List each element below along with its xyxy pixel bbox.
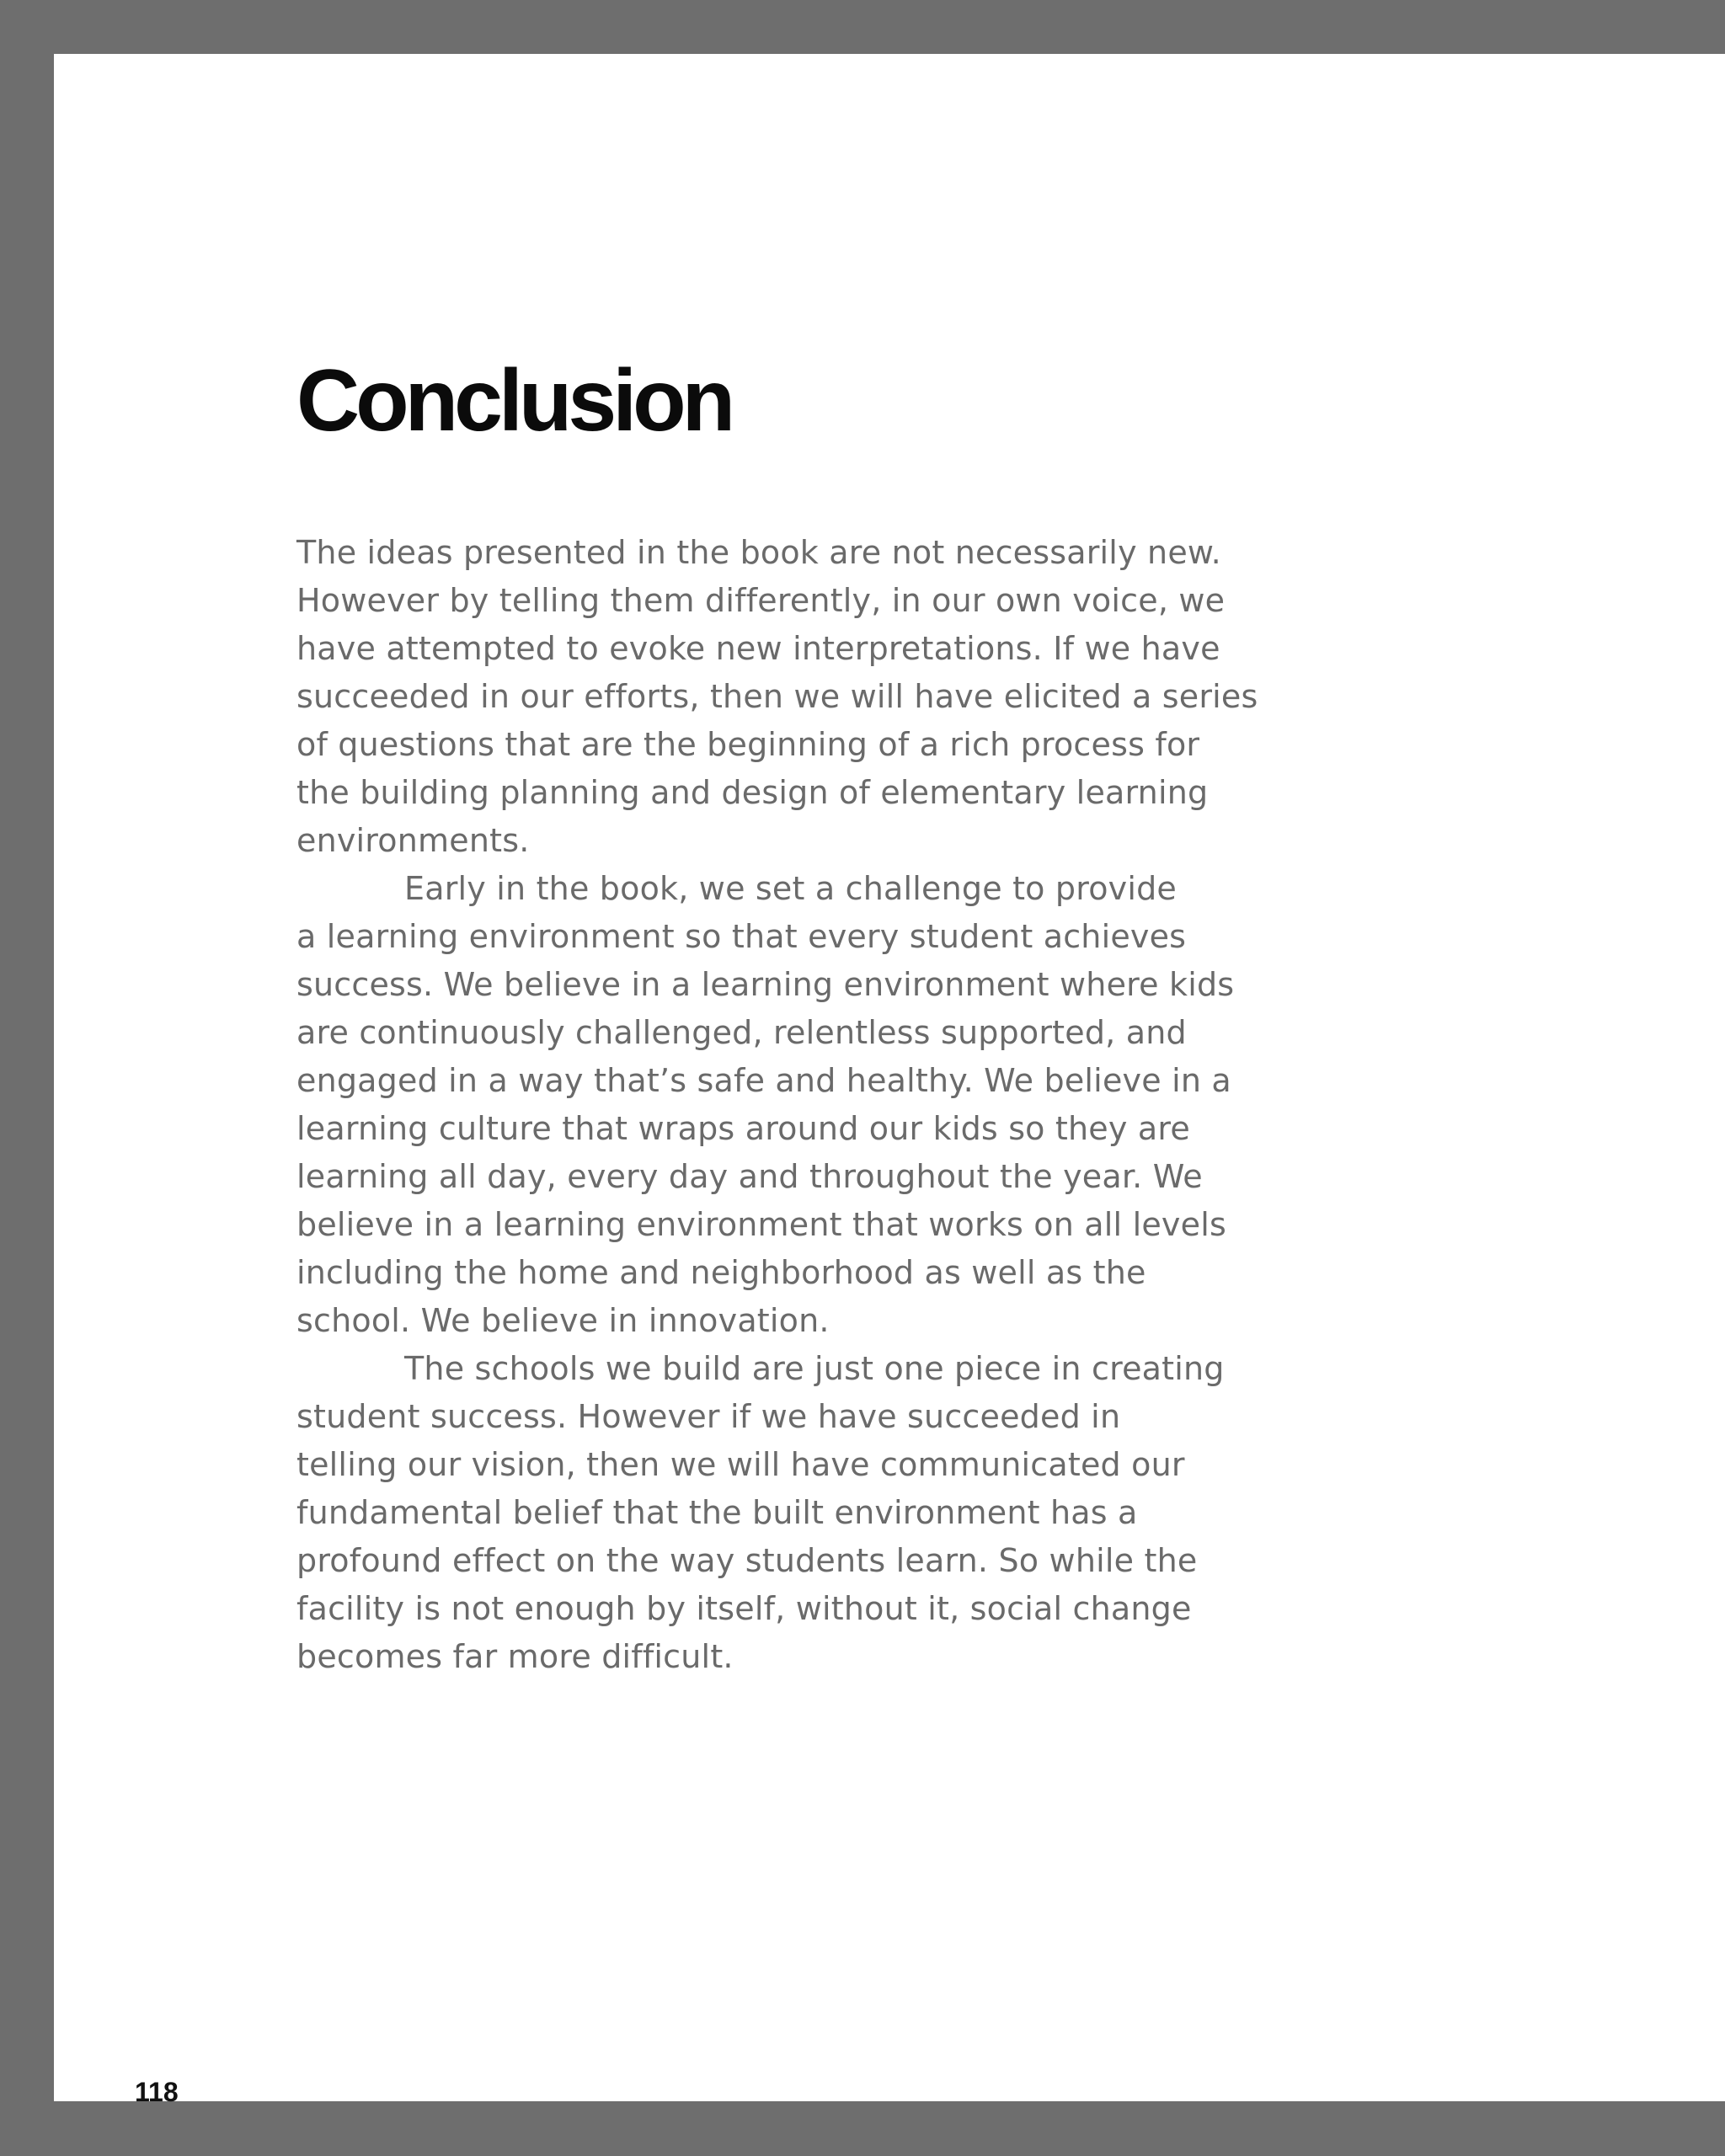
body-text [296,529,1290,1681]
document-page [54,54,1725,2107]
paragraph-2: Early in the book, we set a challenge to provide a learning environment so that every student achieves success. We believe in a learning environment where kids are continuously challenged, relentless supported, and engaged in a way that’s safe and healthy. We believe in a learning culture that wraps around our kids so they are learning all day, every day and throughout the year. We believe in a learning environment that works on all levels including the home and neighborhood as well as the school. We believe in innovation. [296,870,1235,1339]
paragraph-1: The ideas presented in the book are not necessarily new. However by telling them differently, in our own voice, we have attempted to evoke new interpretations. If we have succeeded in our efforts, then we will have elicited a series of questions that are the beginning of a rich process for the building planning and design of elementary learning environments. [296,534,1258,859]
paragraph-3: The schools we build are just one piece in creating student success. However if we have succeeded in telling our vision, then we will have communicated our fundamental belief that the built environment has a profound effect on the way students learn. So while the facility is not enough by itself, without it, social change becomes far more difficult. [296,1350,1225,1675]
page-number: 118 [135,2077,179,2107]
page-title: Conclusion [296,352,732,450]
